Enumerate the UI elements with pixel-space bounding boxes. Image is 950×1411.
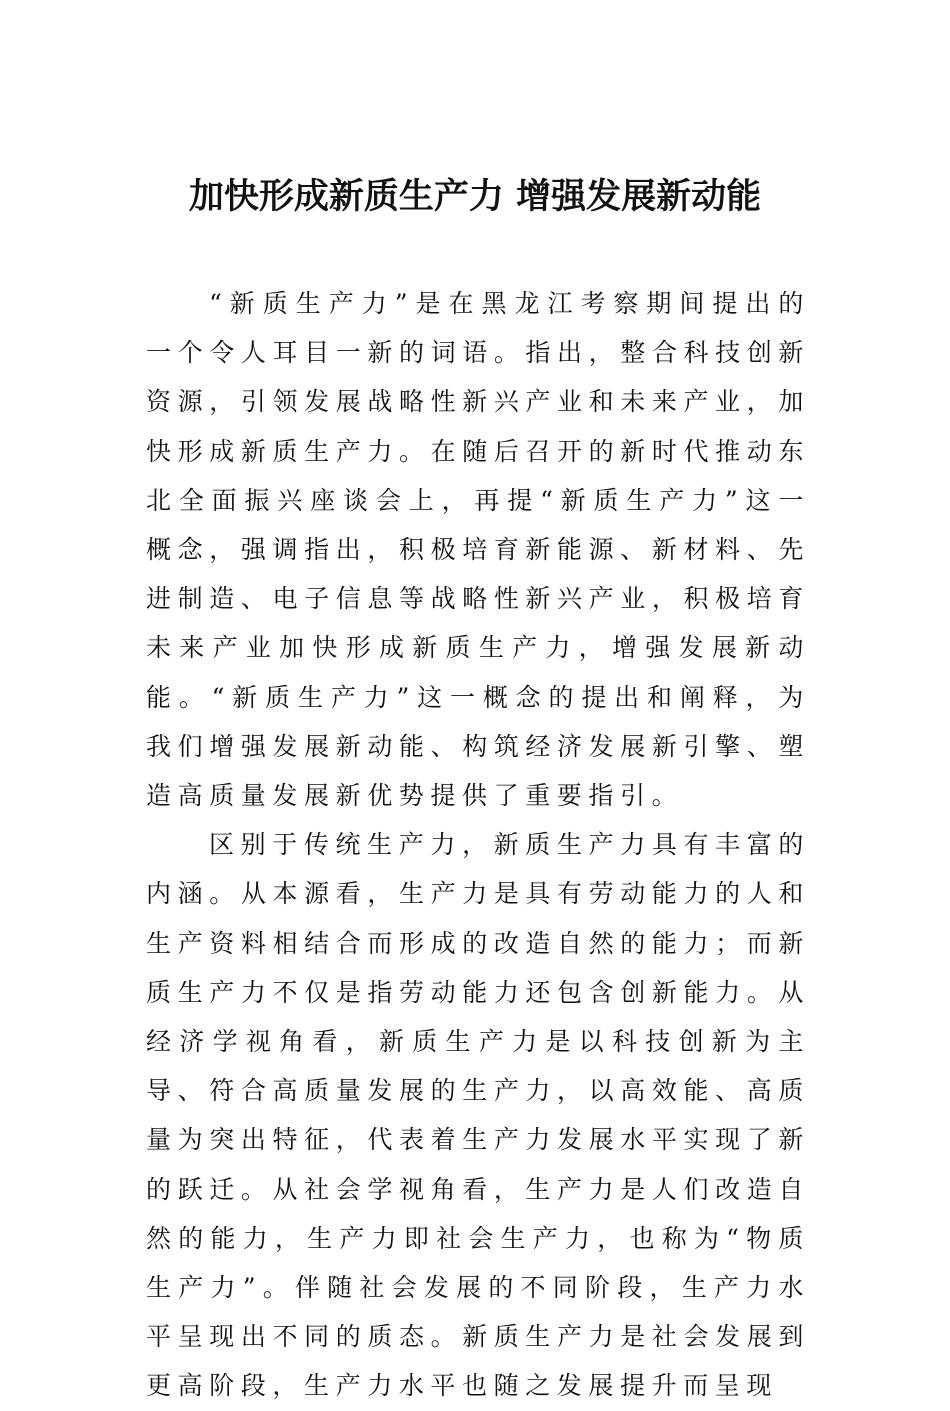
document-body <box>146 279 810 1411</box>
document-title: 加快形成新质生产力 增强发展新动能 <box>188 176 762 217</box>
paragraph-2: 区别于传统生产力，新质生产力具有丰富的内涵。从本源看，生产力是具有劳动能力的人和生产资料相结合而形成的改造自然的能力；而新质生产力不仅是指劳动能力还包含创新能力。从经济学视角看，新质生产力是以科技创新为主导、符合高质量发展的生产力，以高效能、高质量为突出特征，代表着生产力发展水平实现了新的跃迁。从社会学视角看，生产力是人们改造自然的能力，生产力即社会生产力，也称为“物质生产力”。伴随社会发展的不同阶段，生产力水平呈现出不同的质态。新质生产力是社会发展到更高阶段，生产力水平也随之发展提升而呈现 <box>146 830 810 1401</box>
paragraph-1: “新质生产力”是在黑龙江考察期间提出的一个令人耳目一新的词语。指出，整合科技创新资源，引领发展战略性新兴产业和未来产业，加快形成新质生产力。在随后召开的新时代推动东北全面振兴座谈会上，再提“新质生产力”这一概念，强调指出，积极培育新能源、新材料、先进制造、电子信息等战略性新兴产业，积极培育未来产业加快形成新质生产力，增强发展新动能。“新质生产力”这一概念的提出和阐释，为我们增强发展新动能、构筑经济发展新引擎、塑造高质量发展新优势提供了重要指引。 <box>146 289 810 811</box>
